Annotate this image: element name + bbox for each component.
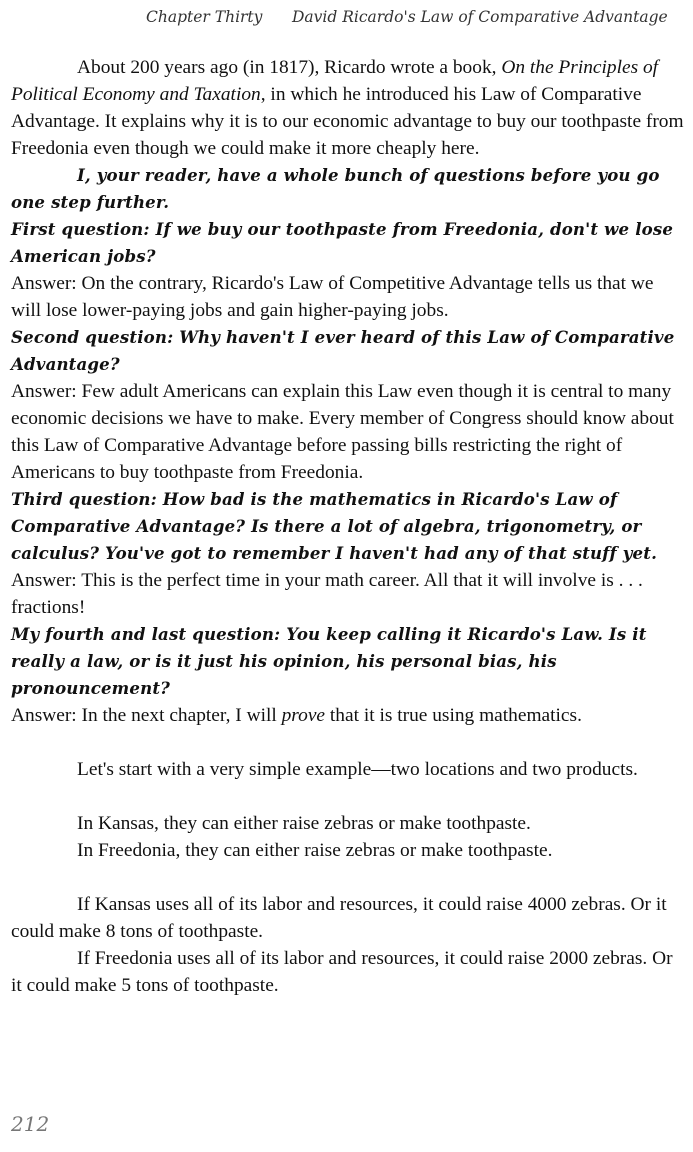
intro-paragraph <box>11 54 686 162</box>
chapter-title: David Ricardo's Law of Comparative Advantage <box>292 8 668 26</box>
answer-1: Answer: On the contrary, Ricardo's Law of Competitive Advantage tells us that we will lose lower-paying jobs and gain higher-paying jobs. <box>11 273 654 321</box>
answer-4 <box>11 702 686 729</box>
page-body <box>11 54 686 999</box>
question-4: My fourth and last question: You keep calling it Ricardo's Law. Is it really a law, or is it just his opinion, his personal bias, his pronouncement? <box>11 624 647 698</box>
answer-2: Answer: Few adult Americans can explain this Law even though it is central to many economic decisions we have to make. Every member of Congress should know about this Law of Comparative Advantage before passing bills restricting the right of Americans to buy toothpaste from Freedonia. <box>11 381 674 483</box>
answer-4-end: that it is true using mathematics. <box>325 705 582 726</box>
answer-4-emphasis: prove <box>281 705 326 726</box>
intro-text-start: About 200 years ago (in 1817), Ricardo wrote a book, <box>77 57 502 78</box>
page-number: 212 <box>11 1112 50 1136</box>
question-3: Third question: How bad is the mathematics in Ricardo's Law of Comparative Advantage? Is there a lot of algebra, trigonometry, or calculus? You've got to remember I haven't had any of that stuff yet. <box>11 489 657 563</box>
question-2: Second question: Why haven't I ever heard of this Law of Comparative Advantage? <box>11 327 675 374</box>
answer-3: Answer: This is the perfect time in your math career. All that it will involve is . . . fractions! <box>11 570 643 618</box>
spacer <box>11 783 686 810</box>
freedonia-capacity: If Freedonia uses all of its labor and resources, it could raise 2000 zebras. Or it could make 5 tons of toothpaste. <box>11 948 673 996</box>
answer-4-start: Answer: In the next chapter, I will <box>11 705 282 726</box>
spacer <box>11 864 686 891</box>
book-title: On the Principles of Political Economy and Taxation <box>11 57 659 105</box>
spacer <box>11 729 686 756</box>
intro-text-end: , in which he introduced his Law of Comparative Advantage. It explains why it is to our economic advantage to buy our toothpaste from Freedonia even though we could make it more cheaply here. <box>11 84 684 159</box>
kansas-options: In Kansas, they can either raise zebras or make toothpaste. <box>77 813 531 834</box>
example-intro: Let's start with a very simple example—two locations and two products. <box>77 759 638 780</box>
question-1: First question: If we buy our toothpaste from Freedonia, don't we lose American jobs? <box>11 219 674 266</box>
kansas-capacity: If Kansas uses all of its labor and resources, it could raise 4000 zebras. Or it could make 8 tons of toothpaste. <box>11 894 667 942</box>
freedonia-options: In Freedonia, they can either raise zebras or make toothpaste. <box>77 840 553 861</box>
chapter-label: Chapter Thirty <box>146 8 263 26</box>
running-header <box>146 4 673 30</box>
reader-intro: I, your reader, have a whole bunch of questions before you go one step further. <box>11 165 660 212</box>
